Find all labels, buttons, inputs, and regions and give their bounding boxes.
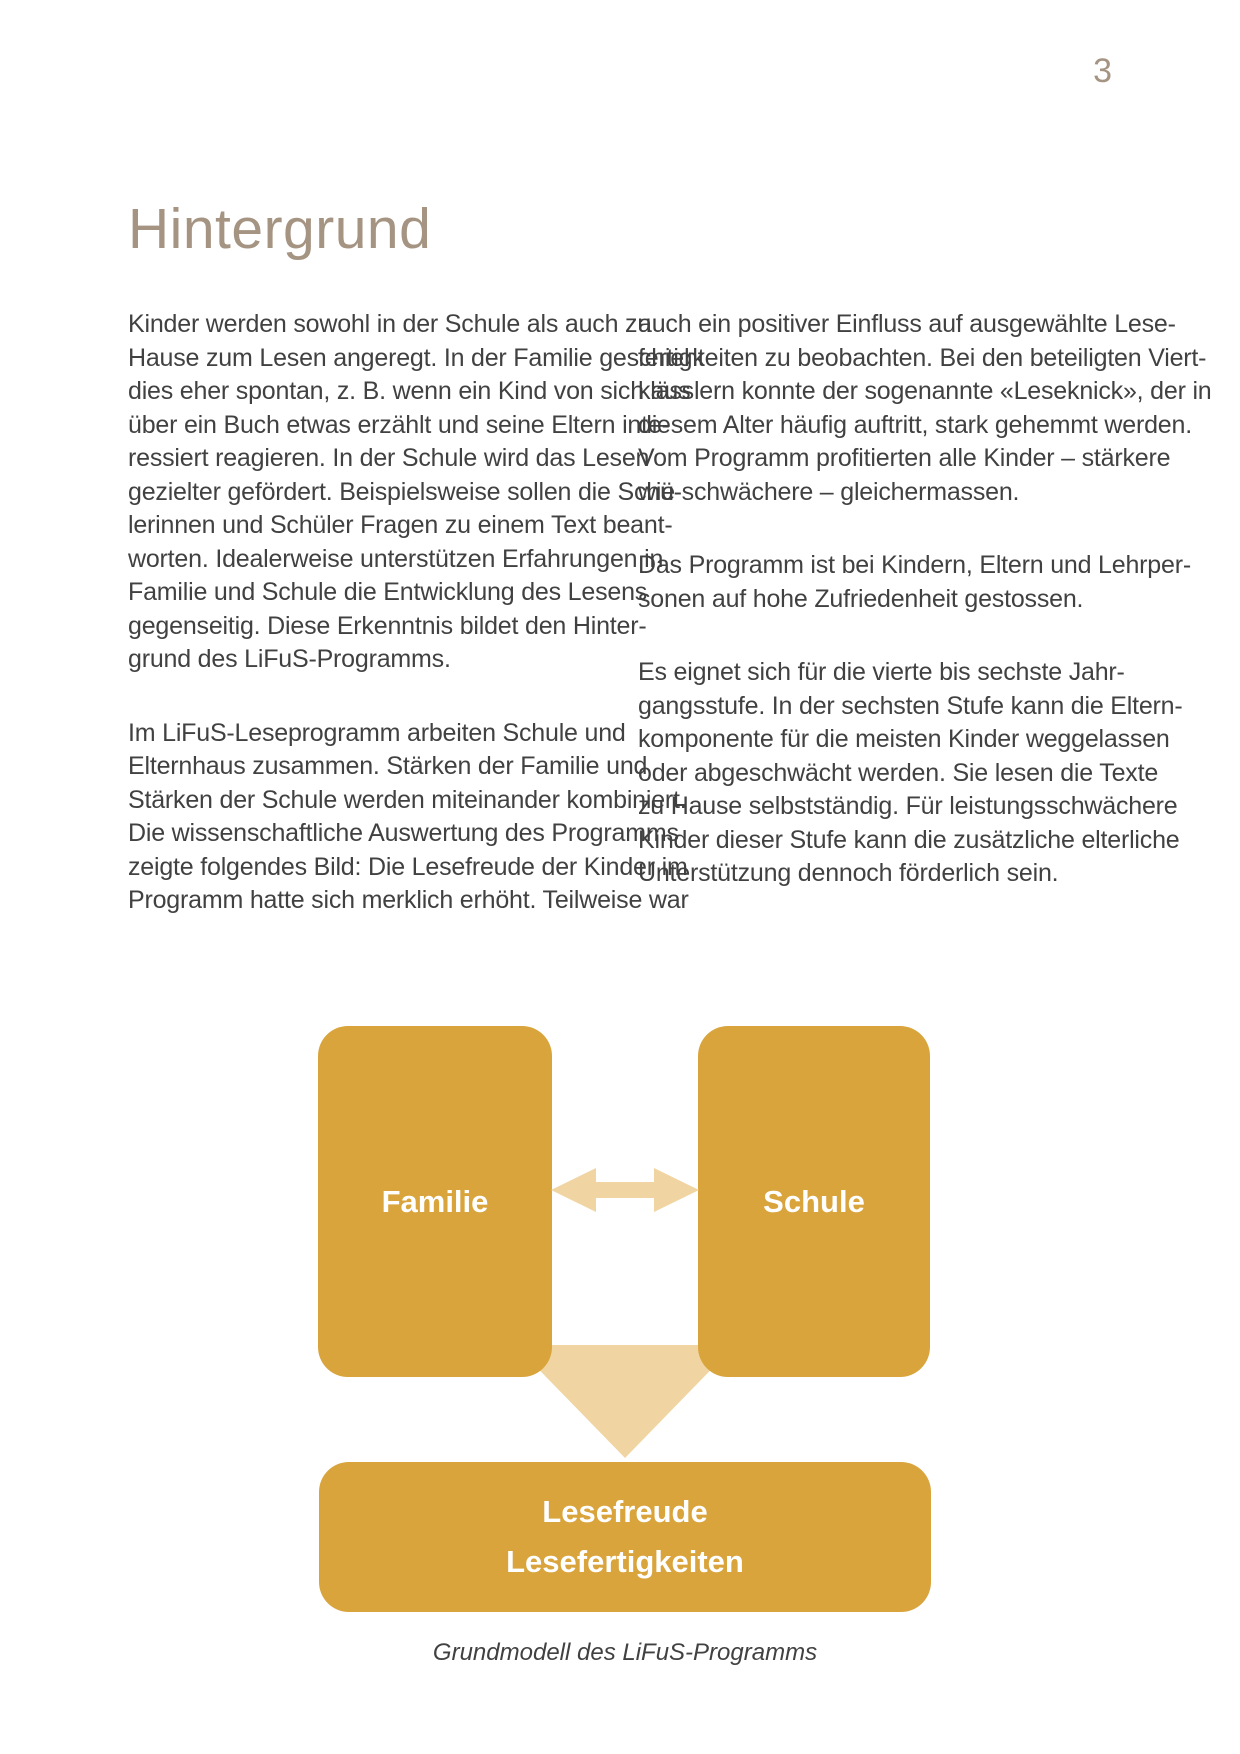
- text-line: zu Hause selbstständig. Für leistungsschwächere: [638, 792, 1178, 820]
- text-line: auch ein positiver Einfluss auf ausgewählte Lese-: [638, 310, 1176, 338]
- paragraph: [128, 717, 689, 918]
- text-line: Vom Programm profitierten alle Kinder – stärkere: [638, 444, 1171, 472]
- paragraph: [638, 549, 1191, 616]
- merge-down-triangle-icon: [515, 1345, 735, 1458]
- outcome-label-line2: Lesefertigkeiten: [506, 1544, 744, 1579]
- school-box: [698, 1026, 930, 1377]
- text-line: fertigkeiten zu beobachten. Bei den beteiligten Viert-: [638, 343, 1207, 372]
- text-column-left: [128, 308, 705, 958]
- outcome-label-line1: Lesefreude: [542, 1494, 708, 1529]
- text-line: zeigte folgendes Bild: Die Lesefreude der Kinder im: [128, 852, 688, 881]
- page-number: 3: [1093, 52, 1112, 90]
- text-line: gegenseitig. Diese Erkenntnis bildet den Hinter-: [128, 611, 647, 640]
- exchange-double-arrow-icon: [551, 1168, 699, 1212]
- text-line: klässlern konnte der sogenannte «Leseknick», der in: [638, 377, 1212, 405]
- paragraph: [638, 308, 1212, 509]
- text-line: grund des LiFuS-Programms.: [128, 645, 451, 673]
- page-title: Hintergrund: [128, 197, 432, 261]
- text-line: Kinder dieser Stufe kann die zusätzliche elterliche: [638, 825, 1180, 854]
- text-line: komponente für die meisten Kinder weggelassen: [638, 725, 1170, 753]
- family-box-label: Familie: [381, 1183, 489, 1219]
- text-line: lerinnen und Schüler Fragen zu einem Text beant-: [128, 511, 673, 539]
- text-line: über ein Buch etwas erzählt und seine Eltern inte-: [128, 410, 670, 439]
- text-line: Im LiFuS-Leseprogramm arbeiten Schule und: [128, 718, 626, 747]
- text-line: Elternhaus zusammen. Stärken der Familie und: [128, 752, 648, 780]
- text-line: oder abgeschwächt werden. Sie lesen die Texte: [638, 758, 1159, 787]
- text-line: Hause zum Lesen angeregt. In der Familie geschieht: [128, 343, 705, 372]
- school-box-label: Schule: [763, 1183, 865, 1219]
- text-line: Es eignet sich für die vierte bis sechste Jahr-: [638, 658, 1125, 686]
- family-box: [318, 1026, 552, 1377]
- text-line: worten. Idealerweise unterstützen Erfahrungen in: [128, 544, 664, 573]
- outcome-box: [319, 1462, 931, 1612]
- text-line: gezielter gefördert. Beispielsweise sollen die Schü-: [128, 477, 682, 506]
- diagram-caption: Grundmodell des LiFuS-Programms: [432, 1639, 818, 1666]
- text-line: ressiert reagieren. In der Schule wird das Lesen: [128, 444, 650, 472]
- text-line: diesem Alter häufig auftritt, stark gehemmt werden.: [638, 410, 1192, 439]
- text-line: Stärken der Schule werden miteinander kombiniert.: [128, 785, 687, 814]
- text-line: Kinder werden sowohl in der Schule als auch zu: [128, 310, 652, 338]
- text-column-right: [638, 308, 1212, 931]
- paragraph: [638, 656, 1183, 891]
- text-line: gangsstufe. In der sechsten Stufe kann die Eltern-: [638, 691, 1183, 720]
- text-line: Die wissenschaftliche Auswertung des Programms: [128, 819, 679, 847]
- text-line: Familie und Schule die Entwicklung des Lesens: [128, 578, 648, 606]
- text-line: sonen auf hohe Zufriedenheit gestossen.: [638, 584, 1084, 613]
- text-line: Programm hatte sich merklich erhöht. Teilweise war: [128, 886, 689, 914]
- text-line: Unterstützung dennoch förderlich sein.: [638, 859, 1059, 887]
- text-line: dies eher spontan, z. B. wenn ein Kind von sich aus: [128, 377, 691, 405]
- text-line: Das Programm ist bei Kindern, Eltern und Lehrper-: [638, 551, 1191, 579]
- paragraph: [128, 308, 705, 677]
- text-line: wie schwächere – gleichermassen.: [638, 477, 1020, 506]
